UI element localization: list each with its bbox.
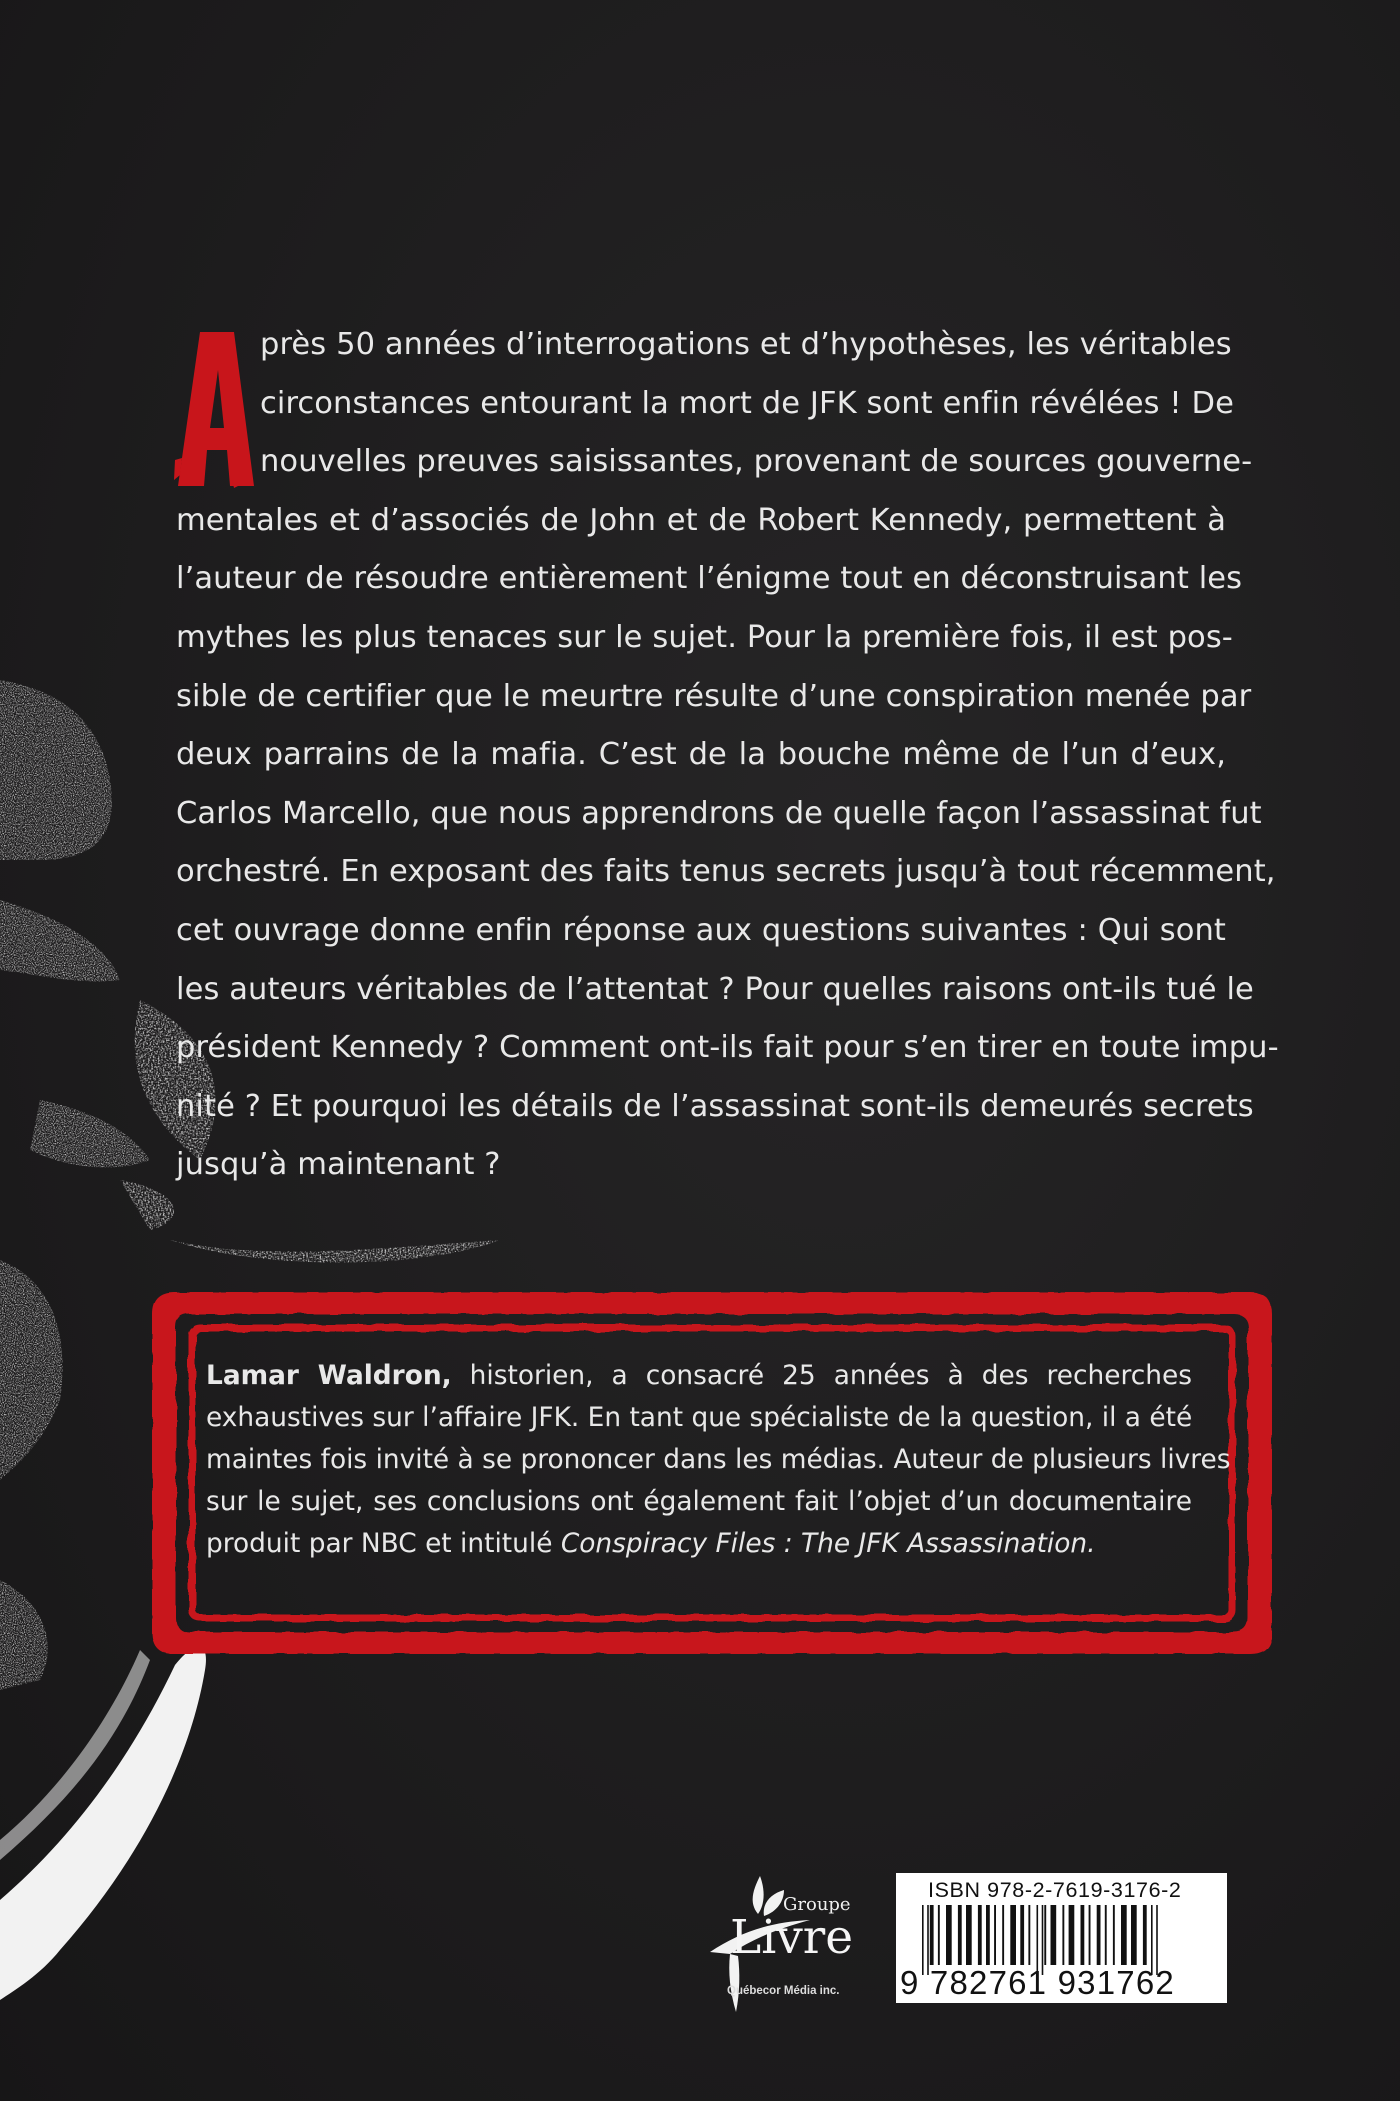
author-bio [206,1355,1231,1565]
description-line: nouvelles preuves saisissantes, provenant de sources gouverne- [260,444,1253,480]
author-bio-text: historien, a consacré 25 années à des recherches [451,1360,1192,1391]
barcode-digits: 9 782761 931762 [900,1964,1175,2001]
barcode-bar [1113,1905,1115,1965]
barcode-bar [1020,1905,1024,1965]
description-line: cet ouvrage donne enfin réponse aux questions suivantes : Qui sont [176,912,1226,948]
publisher-groupe-text: Groupe [783,1894,851,1915]
barcode-bar [938,1905,940,1965]
description-line: président Kennedy ? Comment ont-ils fait pour s’en tirer en toute impu- [176,1030,1279,1066]
description-line: mentales et d’associés de John et de Robert Kennedy, permettent à [176,502,1226,538]
barcode-bar [1143,1905,1147,1965]
description-line: les auteurs véritables de l’attentat ? Pour quelles raisons ont-ils tué le [176,971,1254,1007]
description-line: nité ? Et pourquoi les détails de l’assassinat sont-ils demeurés secrets [176,1088,1254,1124]
barcode-bar [994,1905,996,1965]
author-bio-line: maintes fois invité à se prononcer dans les médias. Auteur de plusieurs livres [206,1444,1231,1475]
barcode-bar [978,1905,982,1965]
author-bio-text: produit par NBC et intitulé [206,1528,561,1559]
barcode-bar [1131,1905,1137,1965]
barcode-bar [1089,1905,1091,1965]
drop-cap-glyph: A [214,480,215,481]
barcode-bar [1028,1905,1030,1965]
author-bio-line [206,1355,1192,1397]
author-name: Lamar Waldron, [206,1360,452,1391]
description-line: jusqu’à maintenant ? [176,1147,501,1183]
barcode-bar [1002,1905,1004,1965]
description-line: sible de certifier que le meurtre résulte d’une conspiration menée par [176,678,1252,714]
barcode-bar [958,1905,962,1965]
description-line: orchestré. En exposant des faits tenus secrets jusqu’à tout récemment, [176,854,1276,890]
author-bio-line [206,1523,1192,1565]
barcode-bar [986,1905,990,1965]
description-line: deux parrains de la mafia. C’est de la bouche même de l’un d’eux, [176,737,1226,773]
documentary-title: Conspiracy Files : The JFK Assassination. [560,1528,1096,1559]
barcode-bar [1062,1905,1064,1965]
barcode-bar [1051,1905,1057,1965]
description-line: Carlos Marcello, que nous apprendrons de quelle façon l’assassinat fut [176,795,1262,831]
author-bio-line: exhaustives sur l’affaire JFK. En tant que spécialiste de la question, il a été [206,1402,1193,1433]
barcode-bar [1121,1905,1127,1965]
publisher-subtitle: Québecor Média inc. [727,1985,840,1997]
barcode-bar [1010,1905,1016,1965]
barcode-bar [930,1905,934,1965]
barcode-bar [1069,1905,1075,1965]
isbn-label: ISBN 978-2-7619-3176-2 [928,1878,1182,1902]
publisher-livre-text: Livre [730,1910,854,1965]
description-line: près 50 années d’interrogations et d’hypothèses, les véritables [260,327,1232,362]
barcode-bar [1105,1905,1107,1965]
barcode-bar [966,1905,972,1965]
barcode-bar [946,1905,952,1965]
barcode-bar [1081,1905,1085,1965]
description-line: l’auteur de résoudre entièrement l’énigme tout en déconstruisant les [176,561,1243,597]
description-line: circonstances entourant la mort de JFK sont enfin révélées ! De [260,385,1234,421]
description-line: mythes les plus tenaces sur le sujet. Pour la première fois, il est pos- [176,619,1233,655]
author-bio-line: sur le sujet, ses conclusions ont également fait l’objet d’un documentaire [206,1486,1192,1517]
book-description [176,316,1279,1195]
barcode-bar [1097,1905,1101,1965]
barcode-bar [1044,1905,1046,1965]
isbn-barcode [896,1873,1227,2003]
